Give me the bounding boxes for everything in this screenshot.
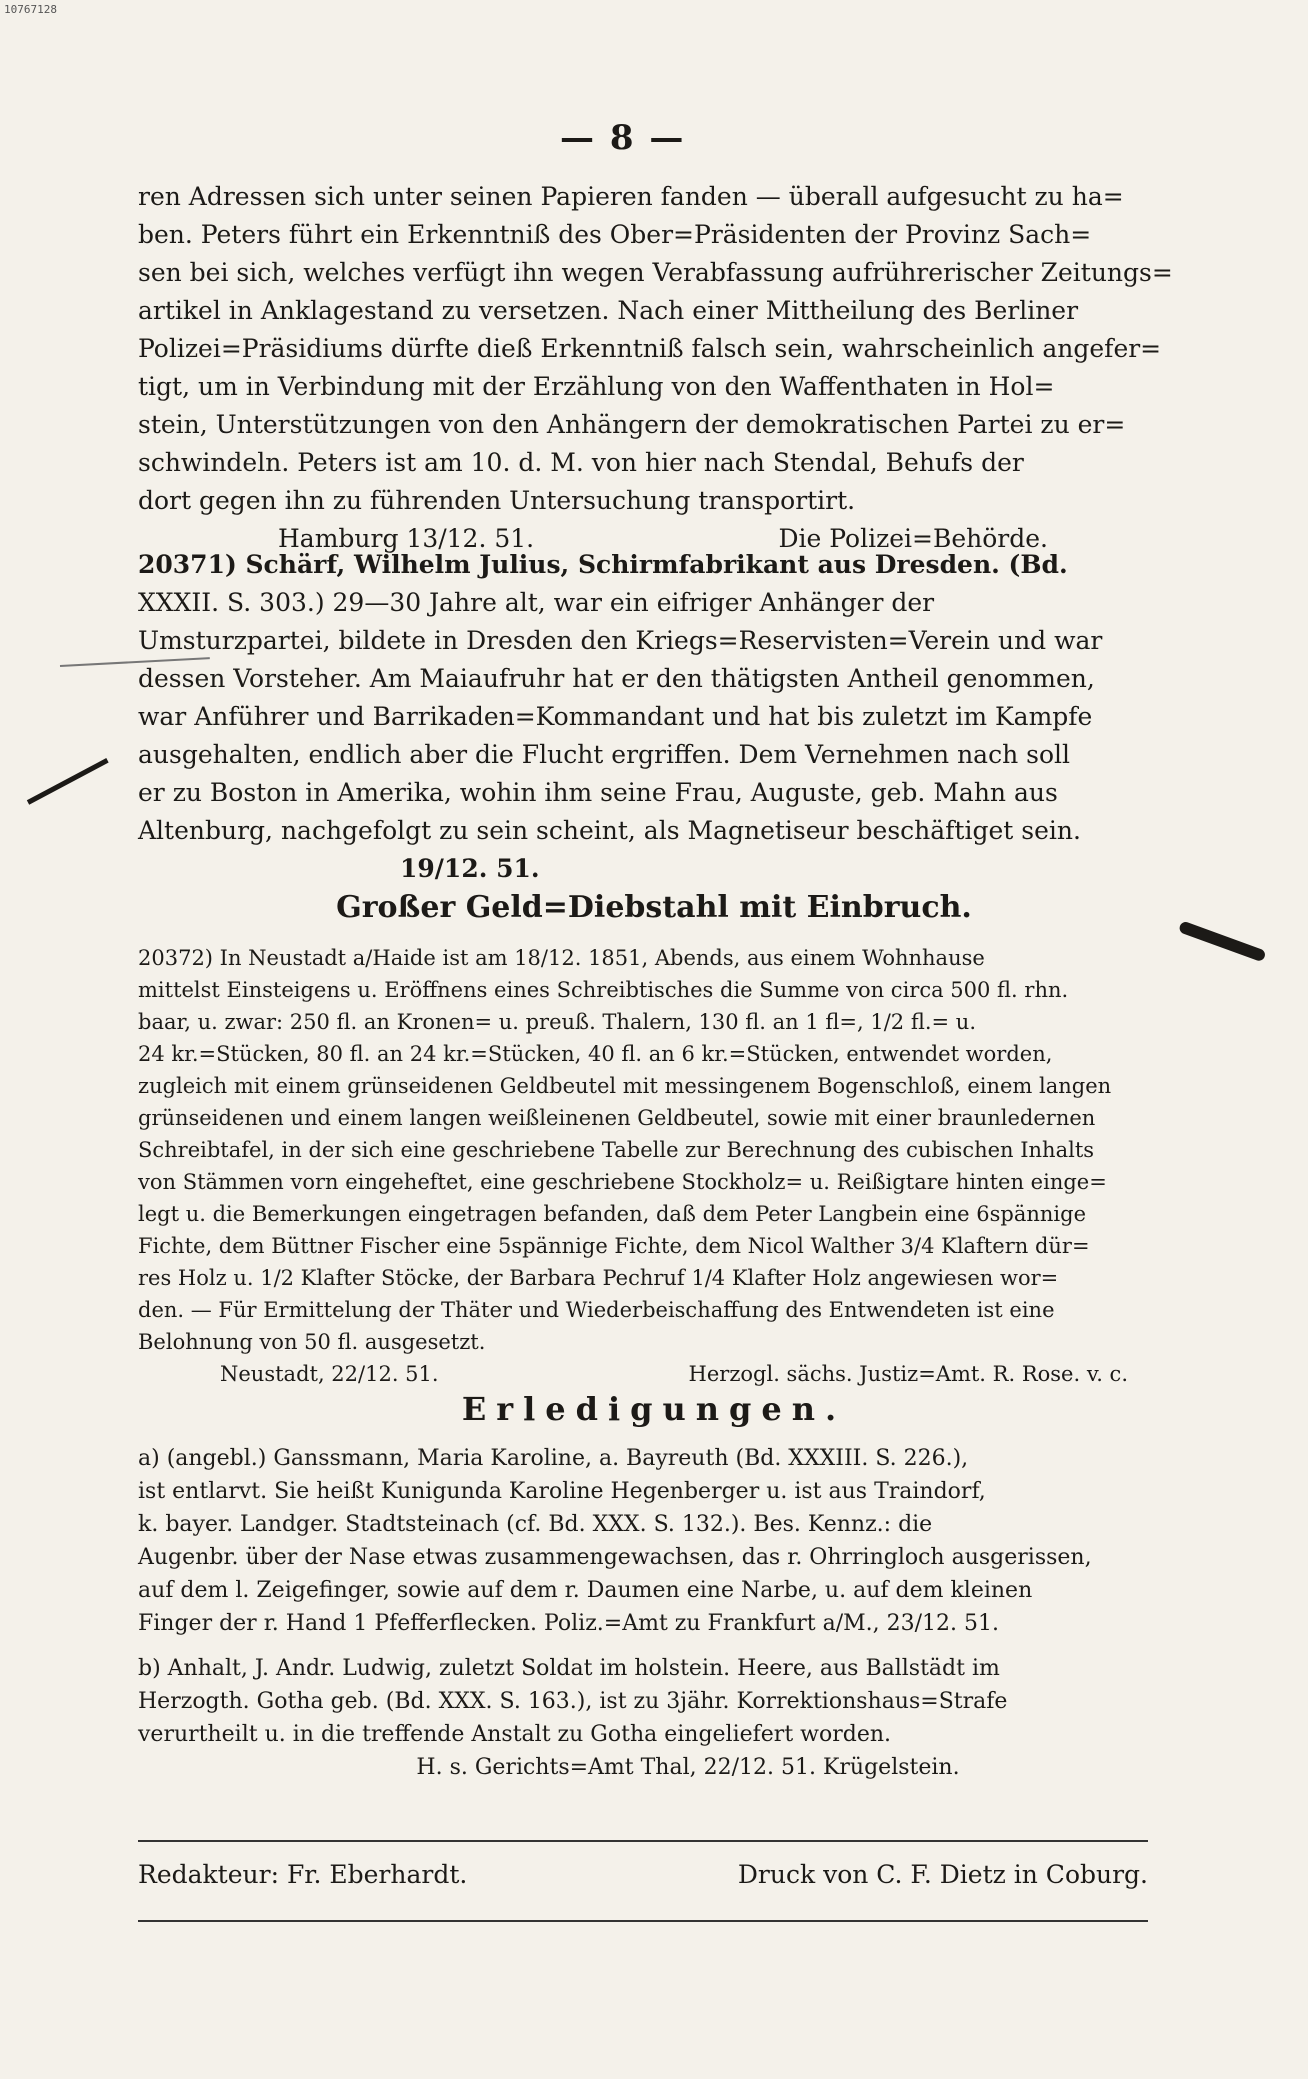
text-line: schwindeln. Peters ist am 10. d. M. von hier nach Stendal, Behufs der xyxy=(138,448,1024,477)
settled-entry-a-text xyxy=(138,1442,1148,1640)
entry-20371 xyxy=(138,546,1148,888)
text-line: Herzogth. Gotha geb. (Bd. XXX. S. 163.), ist zu 3jähr. Korrektionshaus=Strafe xyxy=(138,1689,1008,1714)
footer xyxy=(138,1856,1148,1894)
scan-id: 10767128 xyxy=(4,3,57,16)
text-line: k. bayer. Landger. Stadtsteinach (cf. Bd. XXX. S. 132.). Bes. Kennz.: die xyxy=(138,1512,933,1537)
signature-row xyxy=(138,1358,1148,1390)
text-line: sen bei sich, welches verfügt ihn wegen Verabfassung aufrührerischer Zeitungs= xyxy=(138,258,1173,287)
text-line: tigt, um in Verbindung mit der Erzählung von den Waffenthaten in Hol= xyxy=(138,372,1055,401)
text-line: b) Anhalt, J. Andr. Ludwig, zuletzt Soldat im holstein. Heere, aus Ballstädt im xyxy=(138,1656,1000,1681)
text-line: auf dem l. Zeigefinger, sowie auf dem r. Daumen eine Narbe, u. auf dem kleinen xyxy=(138,1578,1033,1603)
text-line: 20372) In Neustadt a/Haide ist am 18/12. 1851, Abends, aus einem Wohnhause xyxy=(138,946,985,970)
text-line: dort gegen ihn zu führenden Untersuchung transportirt. xyxy=(138,486,856,515)
text-line: baar, u. zwar: 250 fl. an Kronen= u. preuß. Thalern, 130 fl. an 1 fl=, 1/2 fl.= u. xyxy=(138,1010,976,1034)
text-line: dessen Vorsteher. Am Maiaufruhr hat er den thätigsten Antheil genommen, xyxy=(138,664,1095,693)
entry-continued-text xyxy=(138,178,1173,520)
text-line: er zu Boston in Amerika, wohin ihm seine Frau, Auguste, geb. Mahn aus xyxy=(138,778,1058,807)
editor-credit: Redakteur: Fr. Eberhardt. xyxy=(138,1860,468,1889)
text-line: Augenbr. über der Nase etwas zusammengewachsen, das r. Ohrringloch ausgerissen, xyxy=(138,1545,1092,1570)
authority: Die Polizei=Behörde. xyxy=(778,524,1048,553)
text-line: Polizei=Präsidiums dürfte dieß Erkenntniß falsch sein, wahrscheinlich angefer= xyxy=(138,334,1162,363)
text-line: Schreibtafel, in der sich eine geschriebene Tabelle zur Berechnung des cubischen Inhalts xyxy=(138,1138,1095,1162)
text-line: Finger der r. Hand 1 Pfefferflecken. Poliz.=Amt zu Frankfurt a/M., 23/12. 51. xyxy=(138,1611,1000,1636)
text-line: artikel in Anklagestand zu versetzen. Nach einer Mittheilung des Berliner xyxy=(138,296,1079,325)
text-line: ausgehalten, endlich aber die Flucht ergriffen. Dem Vernehmen nach soll xyxy=(138,740,1071,769)
section-heading-theft: Großer Geld=Diebstahl mit Einbruch. xyxy=(336,890,972,925)
entry-date: 19/12. 51. xyxy=(400,854,540,883)
text-line: grünseidenen und einem langen weißleinenen Geldbeutel, sowie mit einer braunledernen xyxy=(138,1106,1096,1130)
margin-pencil-mark xyxy=(1178,920,1267,962)
entry-20372 xyxy=(138,942,1148,1390)
authority: H. s. Gerichts=Amt Thal, 22/12. 51. Krügelstein. xyxy=(416,1755,960,1780)
text-line: res Holz u. 1/2 Klafter Stöcke, der Barbara Pechruf 1/4 Klafter Holz angewiesen wor= xyxy=(138,1266,1059,1290)
margin-pencil-mark xyxy=(27,758,109,805)
text-line: ist entlarvt. Sie heißt Kunigunda Karoline Hegenberger u. ist aus Traindorf, xyxy=(138,1479,986,1504)
text-line: war Anführer und Barrikaden=Kommandant und hat bis zuletzt im Kampfe xyxy=(138,702,1093,731)
text-line: legt u. die Bemerkungen eingetragen befanden, daß dem Peter Langbein eine 6spännige xyxy=(138,1202,1087,1226)
divider xyxy=(138,1920,1148,1922)
text-line: Altenburg, nachgefolgt zu sein scheint, als Magnetiseur beschäftiget sein. xyxy=(138,816,1081,845)
text-line: stein, Unterstützungen von den Anhängern der demokratischen Partei zu er= xyxy=(138,410,1126,439)
page-number: — 8 — xyxy=(560,118,686,158)
settled-entry-a xyxy=(138,1442,1148,1640)
footer-row xyxy=(138,1856,1148,1894)
text-line: XXXII. S. 303.) 29—30 Jahre alt, war ein eifriger Anhänger der xyxy=(138,588,935,617)
text-line: ben. Peters führt ein Erkenntniß des Ober=Präsidenten der Provinz Sach= xyxy=(138,220,1092,249)
text-line: Belohnung von 50 fl. ausgesetzt. xyxy=(138,1330,486,1354)
text-line: Fichte, dem Büttner Fischer eine 5spännige Fichte, dem Nicol Walther 3/4 Klaftern dür= xyxy=(138,1234,1090,1258)
text-line: a) (angebl.) Ganssmann, Maria Karoline, a. Bayreuth (Bd. XXXIII. S. 226.), xyxy=(138,1446,969,1471)
text-line: Umsturzpartei, bildete in Dresden den Kriegs=Reservisten=Verein und war xyxy=(138,626,1103,655)
text-line: zugleich mit einem grünseidenen Geldbeutel mit messingenem Bogenschloß, einem langen xyxy=(138,1074,1112,1098)
settled-entry-b-text xyxy=(138,1652,1148,1751)
settled-entry-b xyxy=(138,1652,1148,1784)
section-heading-settled: Erledigungen. xyxy=(461,1390,847,1428)
place-date: Neustadt, 22/12. 51. xyxy=(220,1362,439,1386)
divider xyxy=(138,1840,1148,1842)
entry-20372-text xyxy=(138,942,1148,1358)
text-line: von Stämmen vorn eingeheftet, eine geschriebene Stockholz= u. Reißigtare hinten einge= xyxy=(138,1170,1107,1194)
text-line: verurtheilt u. in die treffende Anstalt zu Gotha eingeliefert worden. xyxy=(138,1722,892,1747)
printer-credit: Druck von C. F. Dietz in Coburg. xyxy=(737,1860,1148,1889)
entry-continued xyxy=(138,178,1173,558)
authority: Herzogl. sächs. Justiz=Amt. R. Rose. v. c. xyxy=(688,1362,1128,1386)
text-line: 24 kr.=Stücken, 80 fl. an 24 kr.=Stücken, 40 fl. an 6 kr.=Stücken, entwendet worden, xyxy=(138,1042,1053,1066)
text-line: 20371) Schärf, Wilhelm Julius, Schirmfabrikant aus Dresden. (Bd. xyxy=(138,550,1068,579)
text-line: den. — Für Ermittelung der Thäter und Wiederbeischaffung des Entwendeten ist eine xyxy=(138,1298,1055,1322)
text-line: ren Adressen sich unter seinen Papieren fanden — überall aufgesucht zu ha= xyxy=(138,182,1124,211)
text-line: mittelst Einsteigens u. Eröffnens eines Schreibtisches die Summe von circa 500 fl. rhn. xyxy=(138,978,1069,1002)
place-date: Hamburg 13/12. 51. xyxy=(278,524,535,553)
entry-20371-text xyxy=(138,546,1148,850)
